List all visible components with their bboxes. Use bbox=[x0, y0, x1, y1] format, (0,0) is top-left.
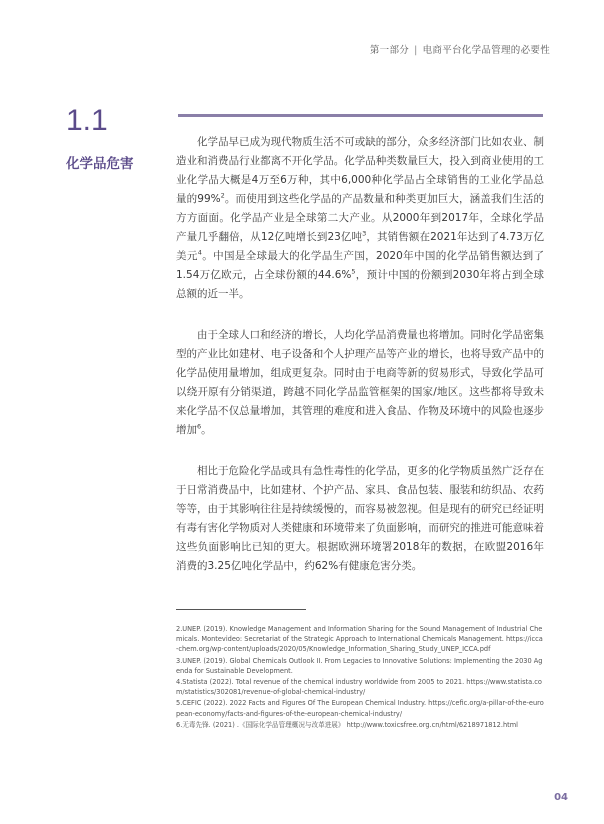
text-run: 化学品早已成为现代物质生活不可或缺的部分，众多经济部门比如农业、制造业和消费品行业都离不开化学品。化学品种类数量巨大，投入到商业使用的工业化学品大概是4万至6万种，其中6,000种化学品占全球销售的工业化学品总量的99% bbox=[176, 136, 544, 205]
footnote-divider bbox=[176, 609, 306, 610]
text-run: 。而使用到这些化学品的产品数量和种类更加巨大，涵盖我们生活的方方面面。化学品产业是全球第二大产业。从2000年到2017年，全球化学品产量几乎翻倍，从12亿吨增长到23亿吨 bbox=[176, 193, 544, 243]
section-top-rule bbox=[178, 114, 543, 117]
body-text bbox=[176, 133, 544, 598]
section-title: 化学品危害 bbox=[66, 156, 134, 172]
running-header bbox=[370, 42, 550, 56]
footnote-item: 2.UNEP. (2019). Knowledge Management and Information Sharing for the Sound Management of Industrial Chemicals. Montevideo: Secretariat of the Strategic Approach to International Chemicals Management. https://icca-chem.org/wp-content/uploads/2020/05/Knowledge_Information_Sharing_Study_UNEP_ICCA.pdf bbox=[176, 625, 543, 654]
text-run: 。中国是全球最大的化学品生产国，2020年中国的化学品销售额达到了1.54万亿欧元，占全球份额的44.6% bbox=[176, 250, 544, 281]
footnote-ref[interactable]: 3 bbox=[362, 229, 367, 238]
text-run: ，其销售额在2021年达到了4.73万亿美元 bbox=[176, 231, 544, 262]
footnote-item: 5.CEFIC (2022). 2022 Facts and Figures Of The European Chemical Industry. https://cefic.org/a-pillar-of-the-european-economy/facts-and-figures-of-the-european-chemical-industry/ bbox=[176, 699, 544, 718]
footnote-ref[interactable]: 6 bbox=[197, 422, 202, 431]
header-separator: | bbox=[414, 45, 418, 56]
paragraph-2 bbox=[176, 326, 544, 440]
footnote-ref[interactable]: 5 bbox=[351, 267, 356, 276]
section-number: 1.1 bbox=[66, 104, 108, 137]
text-run: 。 bbox=[201, 424, 212, 436]
text-run: 相比于危险化学品或具有急性毒性的化学品，更多的化学物质虽然广泛存在于日常消费品中，比如建材、个护产品、家具、食品包装、服装和纺织品、农药等等，由于其影响往往是持续缓慢的，而容易被忽视。但是现有的研究已经证明有毒有害化学物质对人类健康和环境带来了负面影响，而研究的推进可能意味着这些负面影响比已知的更大。根据欧洲环境署2018年的数据，在欧盟2016年消费的3.25亿吨化学品中，约62%有健康危害分类。 bbox=[176, 465, 544, 572]
footnote-item: 6.无毒先锋. (2021) .《国际化学品管理概况与改革进展》 http://www.toxicsfree.org.cn/html/6218971812.html bbox=[176, 720, 518, 729]
page-number: 04 bbox=[554, 792, 568, 803]
text-run: ，预计中国的份额到2030年将占到全球总额的近一半。 bbox=[176, 269, 544, 300]
footnote-item: 4.Statista (2022). Total revenue of the chemical industry worldwide from 2005 to 2021. https://www.statista.com/statistics/302081/revenue-of-global-chemical-industry/ bbox=[176, 678, 542, 697]
footnotes bbox=[176, 624, 544, 731]
header-part: 第一部分 bbox=[369, 45, 410, 56]
text-run: 由于全球人口和经济的增长，人均化学品消费量也将增加。同时化学品密集型的产业比如建材、电子设备和个人护理产品等产业的增长，也将导致产品中的化学品使用量增加，组成更复杂。同时由于电商等新的贸易形式，导致化学品可以绕开原有分销渠道，跨越不同化学品监管框架的国家/地区。这些都将导致未来化学品不仅总量增加，其管理的难度和进入食品、作物及环境中的风险也逐步增加 bbox=[176, 329, 544, 436]
footnote-ref[interactable]: 2 bbox=[220, 191, 225, 200]
paragraph-1 bbox=[176, 133, 544, 304]
footnote-item: 3.UNEP. (2019). Global Chemicals Outlook II. From Legacies to Innovative Solutions: Implementing the 2030 Agenda for Sustainable Development. bbox=[176, 656, 543, 675]
paragraph-3 bbox=[176, 462, 544, 576]
footnote-ref[interactable]: 4 bbox=[197, 248, 202, 257]
header-title: 电商平台化学品管理的必要性 bbox=[422, 45, 550, 56]
